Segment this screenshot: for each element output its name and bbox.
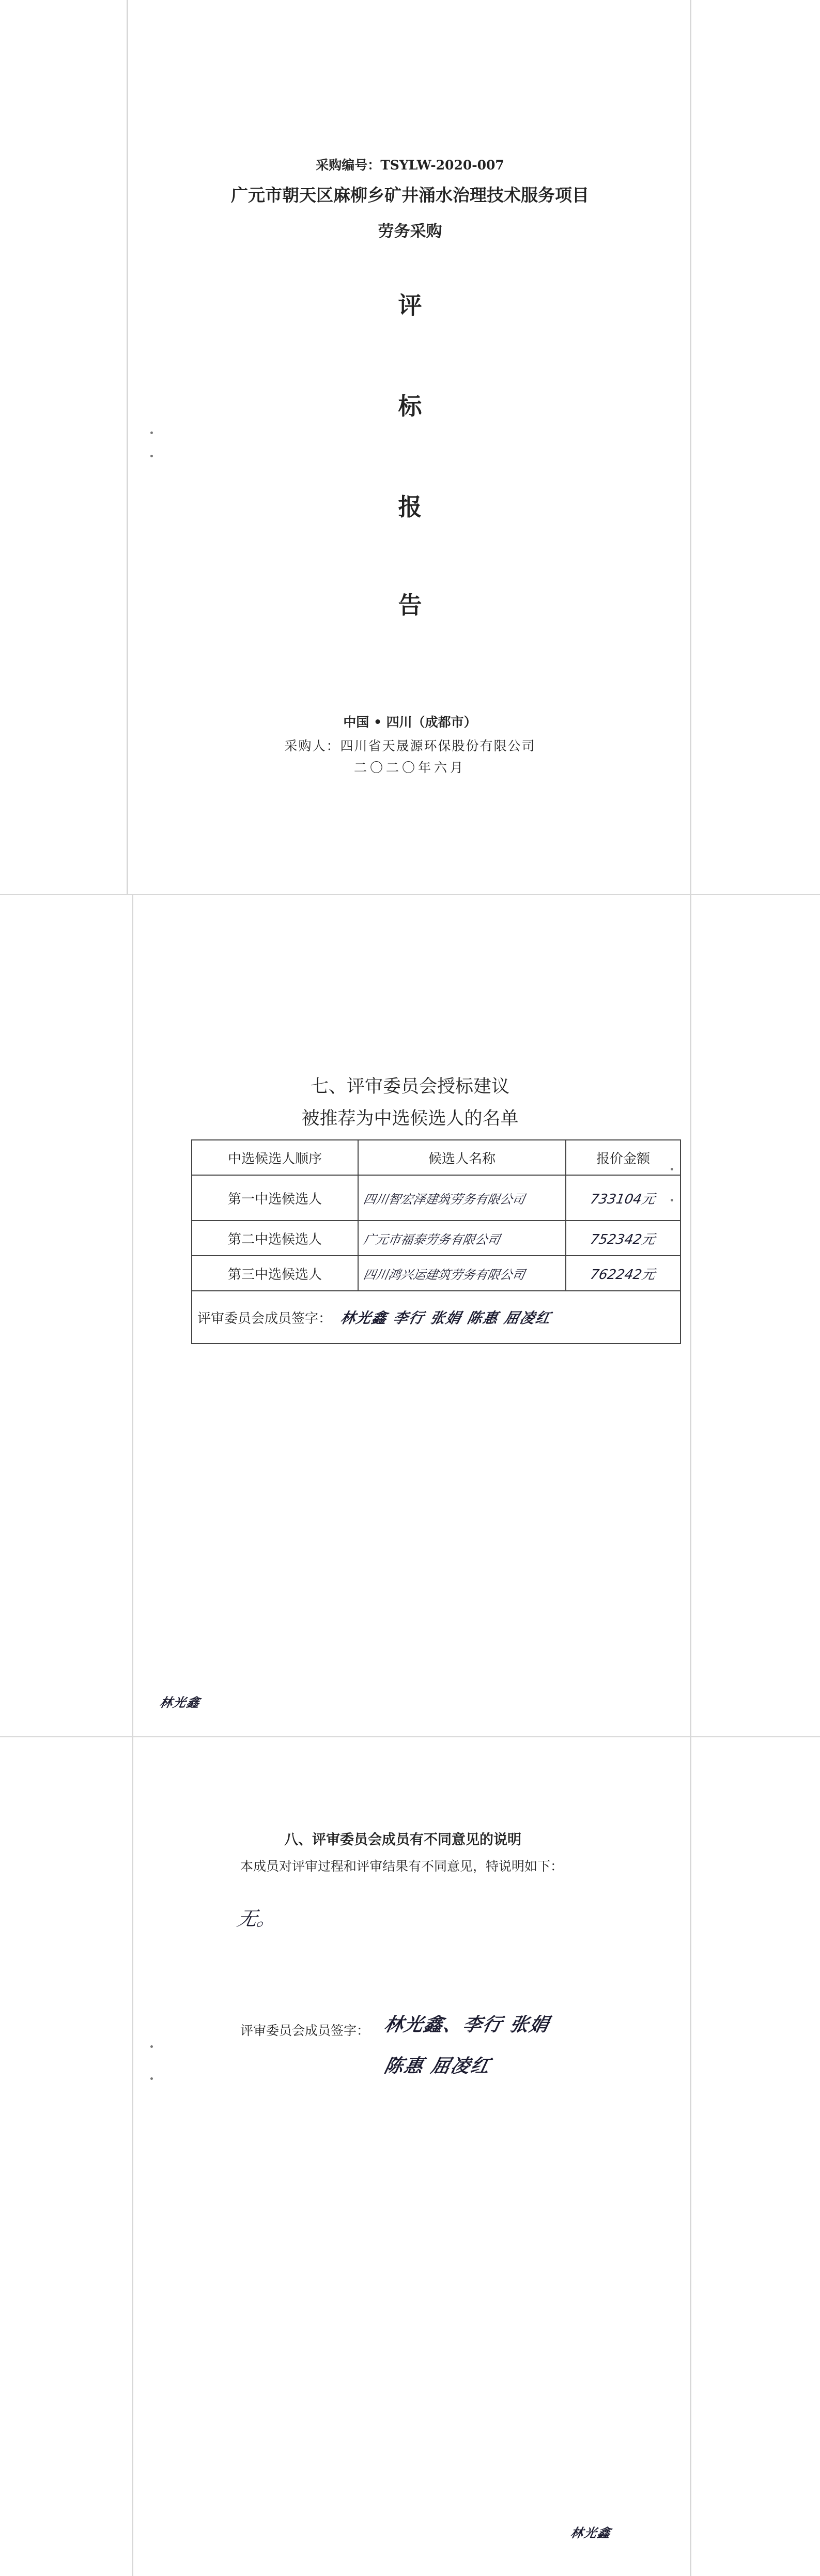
purchaser: 采购人：四川省天晟源环保股份有限公司: [284, 738, 536, 753]
signature-label: 评审委员会成员签字：: [197, 1311, 332, 1326]
procurement-number: 采购编号：TSYLW-2020-007: [316, 158, 504, 173]
committee-signatures-line2: 陈惠 屈凌红: [382, 2056, 493, 2077]
report-date: 二〇二〇年六月: [353, 760, 466, 775]
page-initial-signature: 林光鑫: [158, 1695, 202, 1710]
recommendation-page: [0, 894, 820, 1736]
signature-label: 评审委员会成员签字：: [240, 2023, 370, 2038]
page-edge: [690, 894, 691, 1736]
report-char-2: 标: [398, 392, 422, 420]
candidate-order: 第二中选候选人: [192, 1221, 358, 1256]
report-char-1: 评: [398, 291, 422, 319]
page-edge: [132, 1736, 133, 2576]
committee-signatures: 林光鑫 李行 张娟 陈惠 屈凌红: [339, 1309, 553, 1326]
project-title: 广元市朝天区麻柳乡矿井涌水治理技术服务项目: [231, 185, 589, 205]
scan-mark: [150, 455, 153, 457]
candidate-name: 四川智宏泽建筑劳务有限公司: [362, 1192, 527, 1207]
candidates-table: [191, 1139, 681, 1344]
location: 中国 • 四川（成都市）: [343, 715, 477, 730]
section-heading: 七、评审委员会授标建议: [310, 1076, 509, 1097]
column-header: 报价金额: [566, 1140, 680, 1175]
candidate-amount: 752342元: [589, 1231, 657, 1247]
column-header: 中选候选人顺序: [192, 1140, 358, 1175]
page-edge: [0, 894, 820, 895]
candidate-amount: 762242元: [589, 1267, 657, 1283]
candidate-name: 广元市福泰劳务有限公司: [362, 1232, 502, 1247]
dissent-answer: 无。: [235, 1907, 279, 1930]
cover-page: [0, 0, 820, 894]
table-row: [192, 1221, 680, 1256]
report-char-4: 告: [398, 591, 422, 619]
section-heading: 八、评审委员会成员有不同意见的说明: [284, 1832, 521, 1848]
candidate-order: 第三中选候选人: [192, 1256, 358, 1291]
table-header-row: [192, 1140, 680, 1175]
candidate-name: 四川鸿兴运建筑劳务有限公司: [362, 1267, 527, 1282]
section-subheading: 被推荐为中选候选人的名单: [301, 1108, 519, 1129]
report-char-3: 报: [398, 493, 422, 521]
page-edge: [690, 1736, 691, 2576]
candidate-amount: 733104元: [589, 1191, 657, 1207]
scan-mark: [150, 2077, 153, 2080]
project-subtitle: 劳务采购: [378, 222, 442, 241]
page-edge: [132, 894, 133, 1736]
candidate-order: 第一中选候选人: [192, 1175, 358, 1221]
table-row: [192, 1256, 680, 1291]
table-row: [192, 1175, 680, 1221]
committee-signatures-line1: 林光鑫、李行 张娟: [382, 2014, 552, 2035]
dissent-page: [0, 1736, 820, 2576]
page-initial-signature: 林光鑫: [569, 2526, 613, 2540]
scan-mark: [150, 2045, 153, 2048]
column-header: 候选人名称: [358, 1140, 566, 1175]
signature-row: [192, 1291, 680, 1344]
page-edge: [0, 1736, 820, 1737]
scan-mark: [150, 431, 153, 434]
dissent-statement: 本成员对评审过程和评审结果有不同意见，特说明如下：: [240, 1859, 564, 1874]
